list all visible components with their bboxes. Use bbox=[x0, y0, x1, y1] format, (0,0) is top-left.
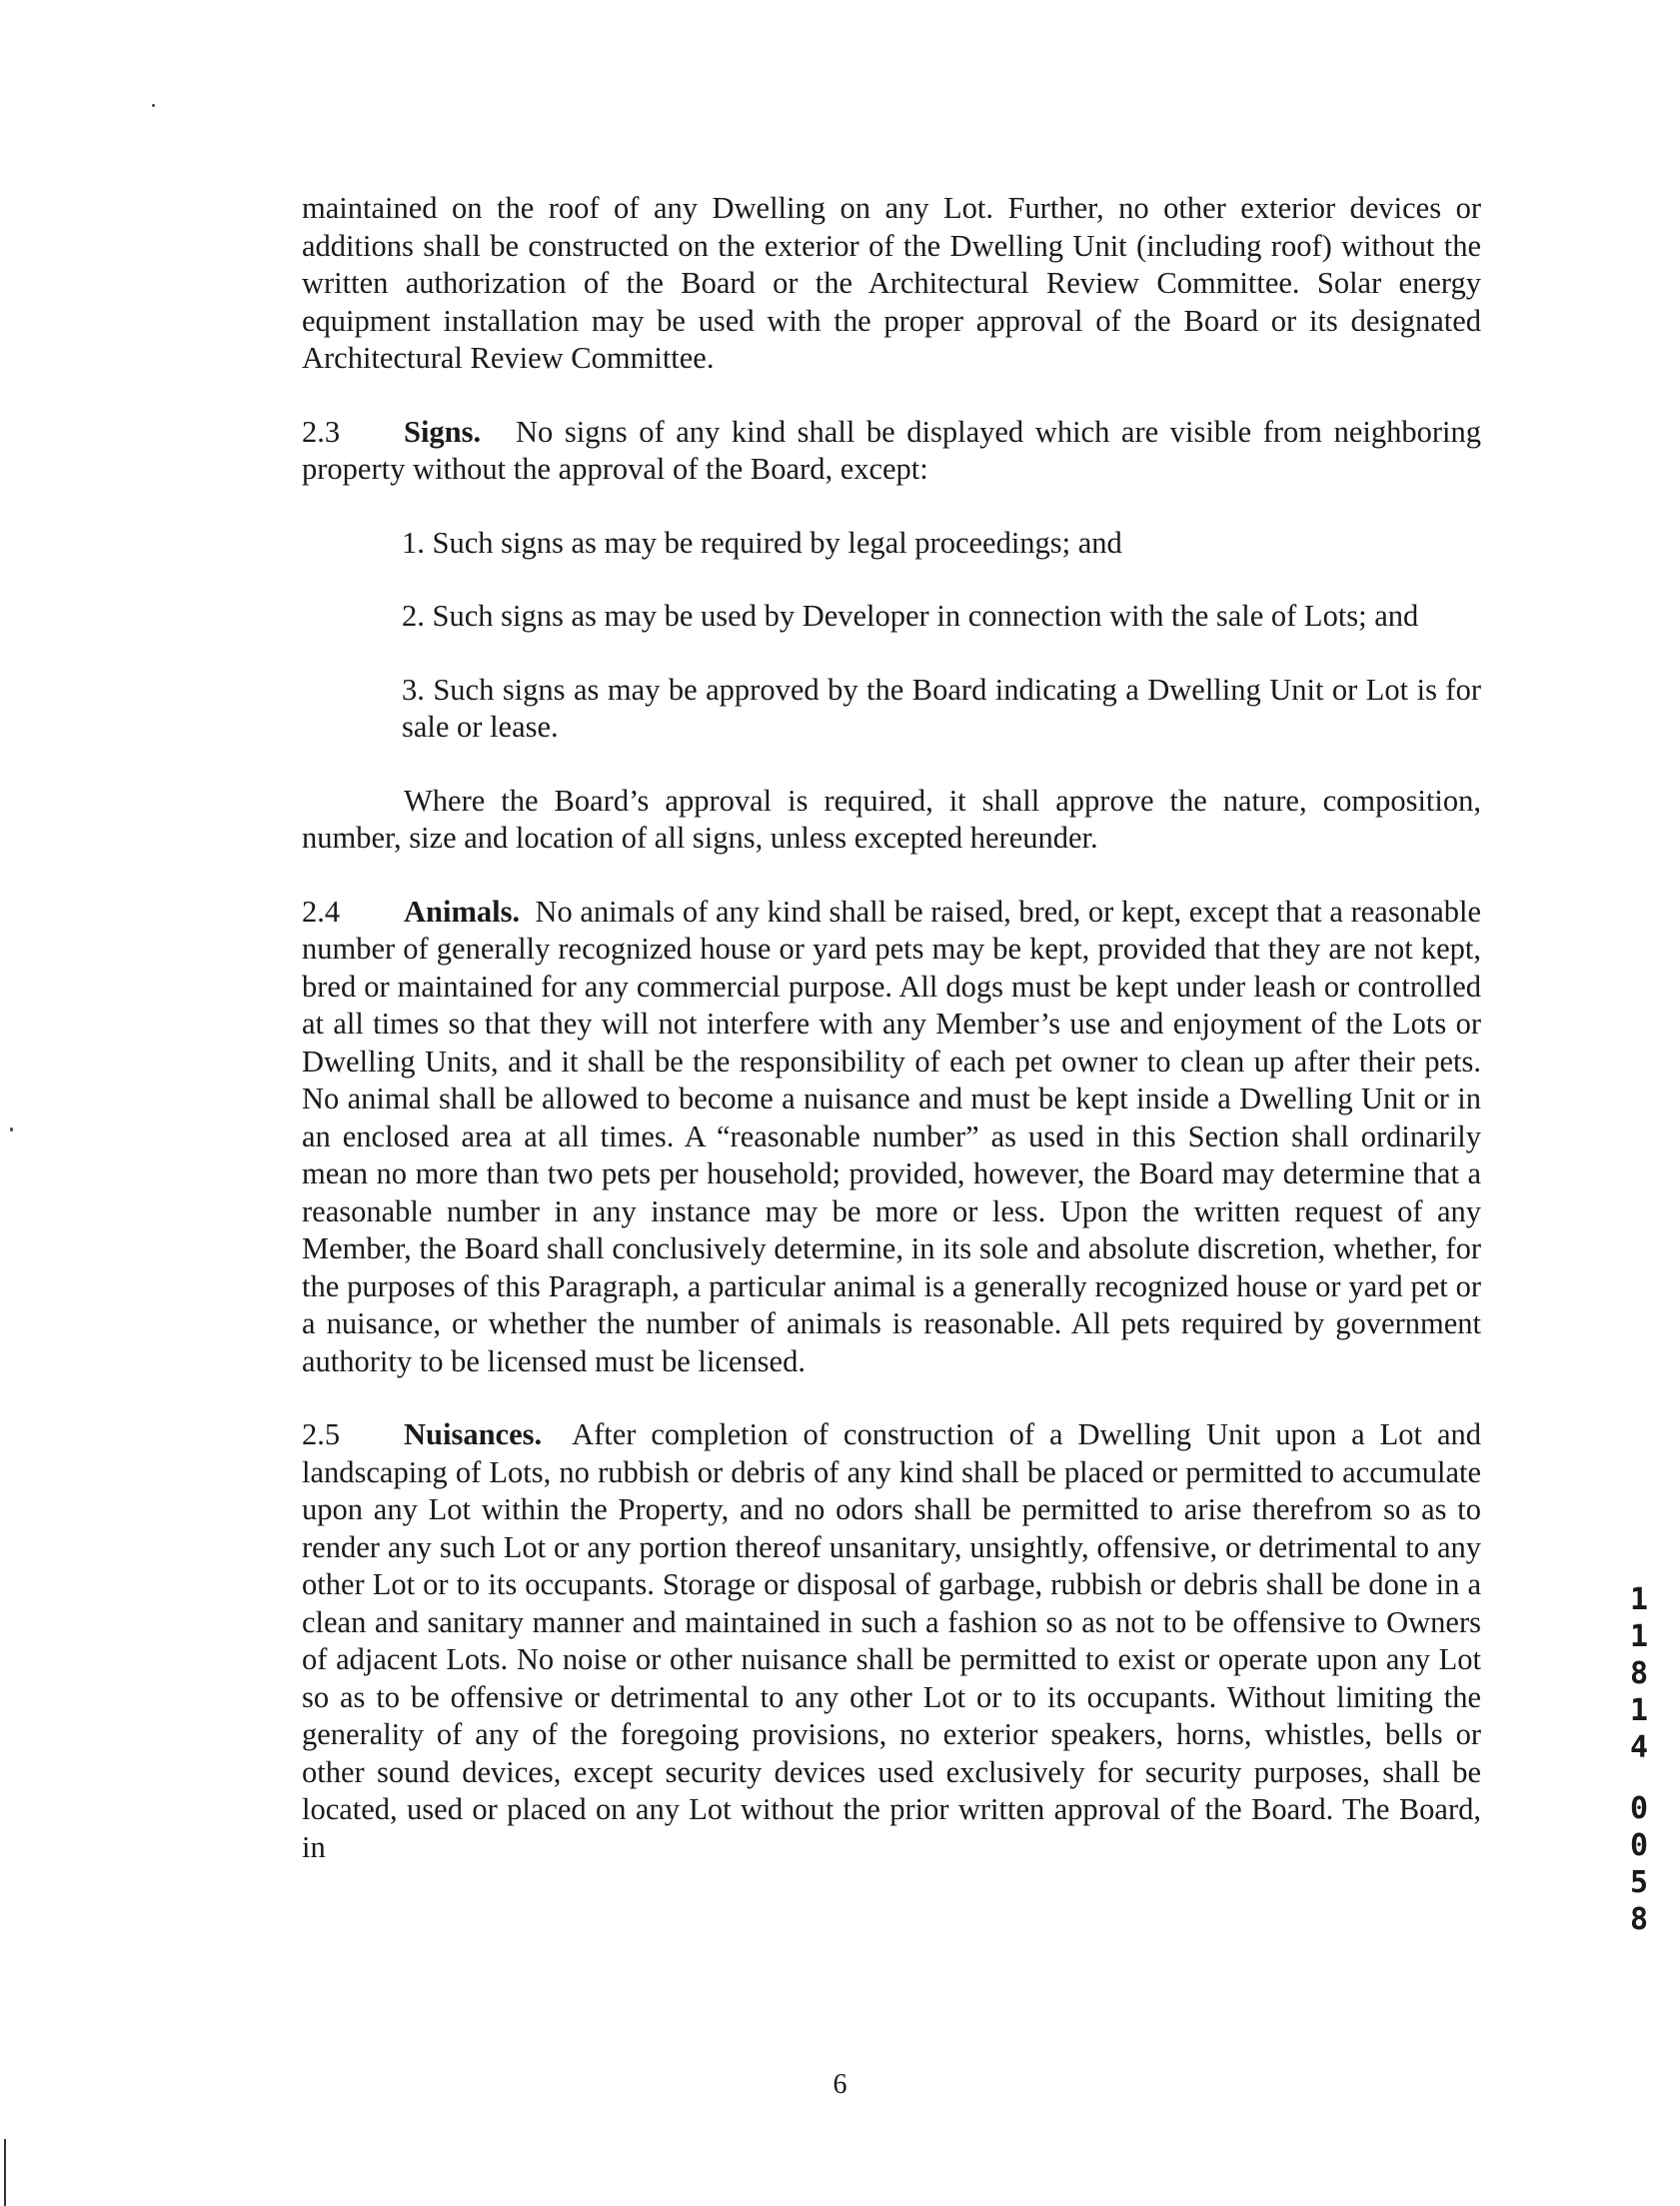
section-2-5-nuisances bbox=[302, 1416, 1481, 1866]
signs-item-2: 2. Such signs as may be used by Developer in connection with the sale of Lots; and bbox=[402, 599, 1419, 633]
stamp-char: 0 bbox=[1629, 1791, 1649, 1826]
section-text: After completion of construction of a Dwelling Unit upon a Lot and landscaping of Lots, no rubbish or debris of any kind shall be placed or permitted to accumulate upon any Lot within the Property, and no odors shall be permitted to arise therefrom so as to render any such Lot or any portion thereof unsanitary, unsightly, offensive, or detrimental to any other Lot or to its occupants. Storage or disposal of garbage, rubbish or debris shall be done in a clean and sanitary manner and maintained in such a fashion so as not to be offensive to Owners of adjacent Lots. No noise or other nuisance shall be permitted to exist or operate upon any Lot so as to be offensive or detrimental to any other Lot or to its occupants. Without limiting the generality of any of the foregoing provisions, no exterior speakers, horns, whistles, bells or other sound devices, except security devices used exclusively for security purposes, shall be located, used or placed on any Lot without the prior written approval of the Board. The Board, in bbox=[302, 1417, 1482, 1864]
section-number: 2.4 bbox=[302, 894, 341, 929]
stamp-char: 1 bbox=[1629, 1693, 1649, 1728]
scan-speck bbox=[10, 1127, 13, 1131]
scan-edge-line bbox=[4, 2139, 6, 2206]
section-heading: Nuisances. bbox=[404, 1417, 543, 1451]
section-text: No animals of any kind shall be raised, bred, or kept, except that a reasonable number of generally recognized house or yard pets may be kept, provided that they are not kept, bred or maintained for any commercial purpose. All dogs must be kept under leash or controlled at all times so that they will not interfere with any Member’s use and enjoyment of the Lots or Dwelling Units, and it shall be the responsibility of each pet owner to clean up after their pets. No animal shall be allowed to become a nuisance and must be kept inside a Dwelling Unit or in an enclosed area at all times. A “reasonable number” as used in this Section shall ordinarily mean no more than two pets per household; provided, however, the Board may determine that a reasonable number in any instance may be more or less. Upon the written request of any Member, the Board shall conclusively determine, in its sole and absolute discretion, whether, for the purposes of this Paragraph, a particular animal is a generally recognized house or yard pet or a nuisance, or whether the number of animals is reasonable. All pets required by government authority to be licensed must be licensed. bbox=[302, 894, 1481, 1378]
page-number: 6 bbox=[833, 2069, 847, 2100]
intro-paragraph: maintained on the roof of any Dwelling on any Lot. Further, no other exterior devices or additions shall be constructed on the exterior of the Dwelling Unit (including roof) without the written authorization of the Board or the Architectural Review Committee. Solar energy equipment installation may be used with the proper approval of the Board or its designated Architectural Review Committee. bbox=[302, 191, 1481, 375]
signs-item-3: 3. Such signs as may be approved by the Board indicating a Dwelling Unit or Lot is for sale or lease. bbox=[402, 672, 1481, 744]
stamp-spacer bbox=[1619, 1766, 1659, 1790]
recording-stamp bbox=[1619, 1581, 1659, 1938]
scan-speck bbox=[152, 104, 155, 107]
stamp-char: 8 bbox=[1629, 1656, 1649, 1691]
document-body bbox=[302, 190, 1481, 1866]
signs-closing-paragraph: Where the Board’s approval is required, it shall approve the nature, composition, number, size and location of all signs, unless excepted hereunder. bbox=[302, 783, 1481, 855]
section-2-4-animals bbox=[302, 894, 1481, 1381]
stamp-char: 0 bbox=[1629, 1828, 1649, 1863]
section-number: 2.5 bbox=[302, 1417, 341, 1451]
section-text: No signs of any kind shall be displayed which are visible from neighboring property without the approval of the Board, except: bbox=[302, 414, 1482, 486]
stamp-char: 1 bbox=[1629, 1619, 1649, 1654]
section-2-3-signs bbox=[302, 414, 1481, 489]
stamp-char: 5 bbox=[1629, 1865, 1649, 1900]
stamp-char: 1 bbox=[1629, 1582, 1649, 1617]
stamp-char: 4 bbox=[1629, 1730, 1649, 1765]
section-heading: Signs. bbox=[404, 414, 482, 449]
section-heading: Animals. bbox=[404, 894, 521, 929]
stamp-char: 8 bbox=[1629, 1902, 1649, 1937]
signs-item-1: 1. Such signs as may be required by legal proceedings; and bbox=[402, 525, 1122, 560]
section-number: 2.3 bbox=[302, 414, 341, 449]
